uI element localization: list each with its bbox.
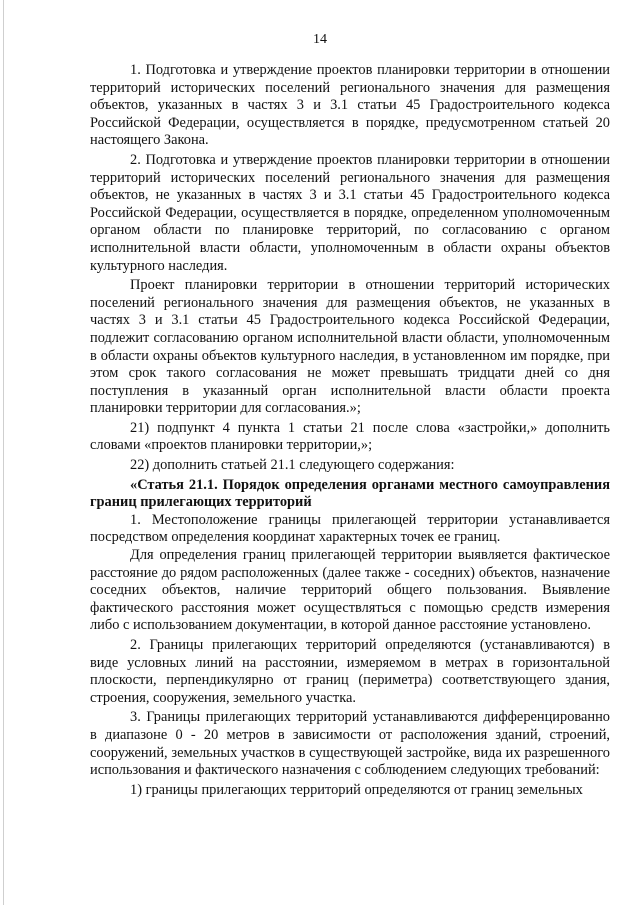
article-paragraph-4: 3. Границы прилегающих территорий устанавливаются дифференцированно в диапазоне 0 - 20 метров в зависимости от расположения зданий, строений, сооружений, земельных участков в существующей застройке, вида их разрешенного использования и фактического назначения с соблюдением следующих требований: xyxy=(90,709,610,779)
paragraph-4: 21) подпункт 4 пункта 1 статьи 21 после слова «застройки,» дополнить словами «проектов планировки территории,»; xyxy=(90,419,610,454)
paragraph-2: 2. Подготовка и утверждение проектов планировки территории в отношении территорий исторических поселений регионального значения для размещения объектов, не указанных в частях 3 и 3.1 статьи 45 Градостроительного кодекса Российской Федерации, осуществляется в порядке, определенном уполномоченным органом области по планировке территорий, по согласованию с органом исполнительной власти области, уполномоченным в области охраны объектов культурного наследия. xyxy=(90,151,610,274)
scan-edge-line xyxy=(3,0,4,905)
paragraph-3: Проект планировки территории в отношении территорий исторических поселений регионального значения для размещения объектов, не указанных в частях 3 и 3.1 статьи 45 Градостроительного кодекса Российской Федерации, подлежит согласованию органом исполнительной власти области, уполномоченным в области охраны объектов культурного наследия, в установленном им порядке, при этом срок такого согласования не может превышать тридцати дней со дня поступления в указанный орган исполнительной власти области проекта планировки территории для согласования.»; xyxy=(90,277,610,417)
paragraph-5: 22) дополнить статьей 21.1 следующего содержания: xyxy=(130,457,455,474)
article-paragraph-5: 1) границы прилегающих территорий определяются от границ земельных xyxy=(130,781,583,798)
article-paragraph-3: 2. Границы прилегающих территорий определяются (устанавливаются) в виде условных линий на расстоянии, измеряемом в метрах в горизонтальной плоскости, перпендикулярно от границ (периметра) соответствующего здания, строения, сооружения, земельного участка. xyxy=(90,637,610,706)
article-heading: «Статья 21.1. Порядок определения органами местного самоуправления границ прилегающих территорий xyxy=(90,476,610,511)
article-paragraph-2: Для определения границ прилегающей территории выявляется фактическое расстояние до рядом расположенных (далее также - соседних) объектов, назначение соседних объектов, наличие территорий общего пользования. Выявление фактического расстояния может осуществляться с помощью средств измерения либо с использованием документации, в которой данное расстояние установлено. xyxy=(90,547,610,634)
page-number: 14 xyxy=(313,32,327,47)
document-body xyxy=(90,62,610,799)
article-paragraph-1: 1. Местоположение границы прилегающей территории устанавливается посредством определения координат характерных точек ее границ. xyxy=(90,511,610,546)
paragraph-1: 1. Подготовка и утверждение проектов планировки территории в отношении территорий исторических поселений регионального значения для размещения объектов, указанных в частях 3 и 3.1 статьи 45 Градостроительного кодекса Российской Федерации, осуществляется в порядке, предусмотренном статьей 20 настоящего Закона. xyxy=(90,62,610,149)
